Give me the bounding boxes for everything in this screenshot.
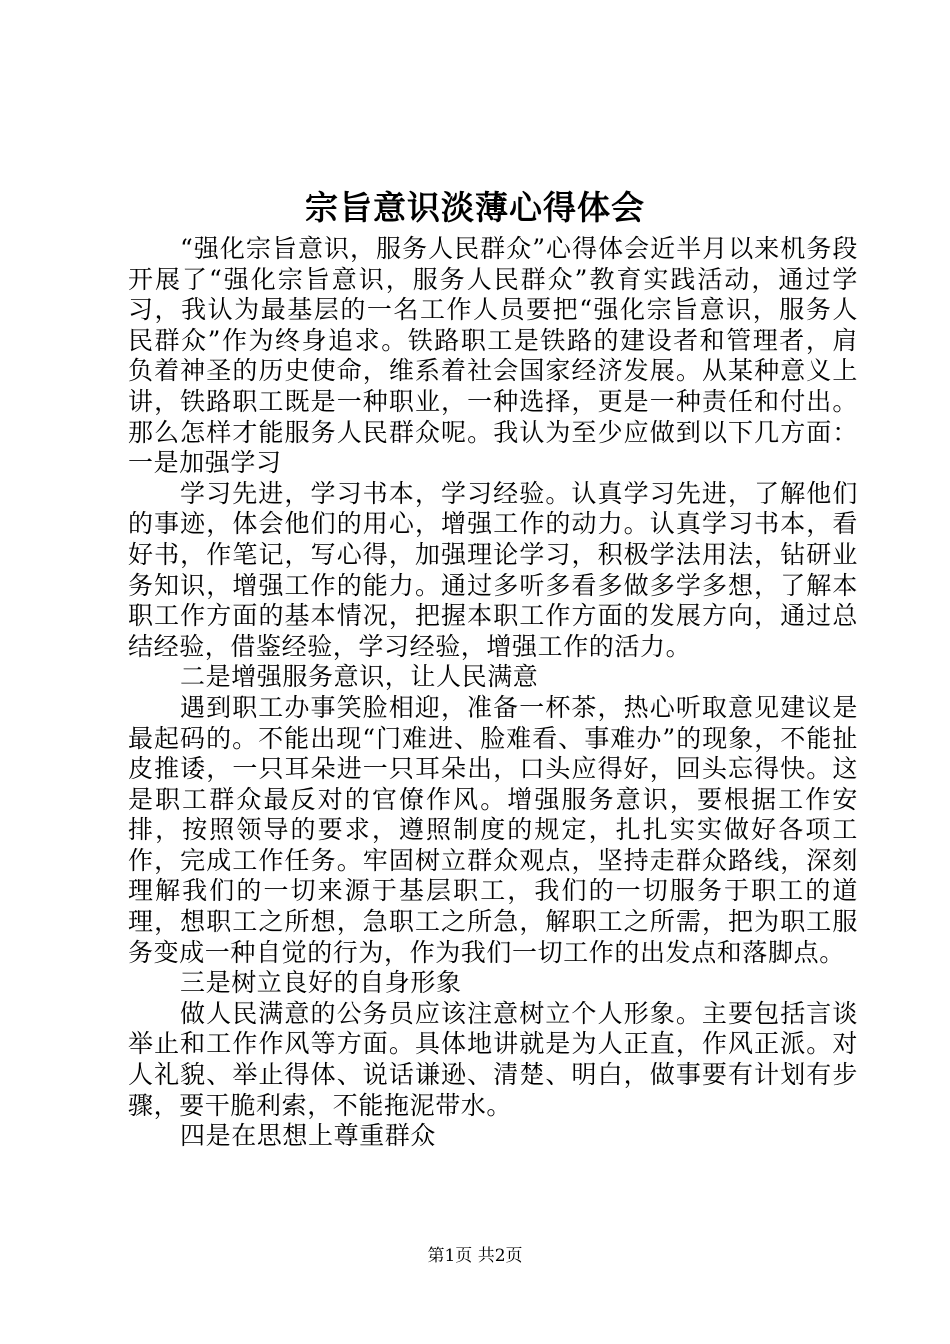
document-title: 宗旨意识淡薄心得体会 xyxy=(305,188,645,227)
paragraph-intro: “强化宗旨意识，服务人民群众”心得体会近半月以来机务段开展了“强化宗旨意识，服务人民群众”教育实践活动，通过学习，我认为最基层的一名工作人员要把“强化宗旨意识，服务人民群众”作为终身追求。铁路职工是铁路的建设者和管理者，肩负着神圣的历史使命，维系着社会国家经济发展。从某种意义上讲，铁路职工既是一种职业，一种选择，更是一种责任和付出。那么怎样才能服务人民群众呢。我认为至少应做到以下几方面：一是加强学习 xyxy=(128,234,858,478)
document-body xyxy=(128,234,858,1152)
heading-service-awareness: 二是增强服务意识，让人民满意 xyxy=(180,662,539,692)
paragraph-service: 遇到职工办事笑脸相迎，准备一杯茶，热心听取意见建议是最起码的。不能出现“门难进、脸难看、事难办”的现象，不能扯皮推诿，一只耳朵进一只耳朵出，口头应得好，回头忘得快。这是职工群众最反对的官僚作风。增强服务意识，要根据工作安排，按照领导的要求，遵照制度的规定，扎扎实实做好各项工作，完成工作任务。牢固树立群众观点，坚持走群众路线，深刻理解我们的一切来源于基层职工，我们的一切服务于职工的道理，想职工之所想，急职工之所急，解职工之所需，把为职工服务变成一种自觉的行为，作为我们一切工作的出发点和落脚点。 xyxy=(128,692,858,967)
page-number-footer: 第1页 共2页 xyxy=(427,1246,523,1266)
paragraph-self-image: 做人民满意的公务员应该注意树立个人形象。主要包括言谈举止和工作作风等方面。具体地讲就是为人正直，作风正派。对人礼貌、举止得体、说话谦逊、清楚、明白，做事要有计划有步骤，要干脆利索，不能拖泥带水。 xyxy=(128,998,858,1120)
heading-self-image: 三是树立良好的自身形象 xyxy=(180,968,462,998)
heading-respect-masses: 四是在思想上尊重群众 xyxy=(180,1121,437,1151)
paragraph-study: 学习先进，学习书本，学习经验。认真学习先进，了解他们的事迹，体会他们的用心，增强工作的动力。认真学习书本，看好书，作笔记，写心得，加强理论学习，积极学法用法，钻研业务知识，增强工作的能力。通过多听多看多做多学多想，了解本职工作方面的基本情况，把握本职工作方面的发展方向，通过总结经验，借鉴经验，学习经验，增强工作的活力。 xyxy=(128,478,858,661)
